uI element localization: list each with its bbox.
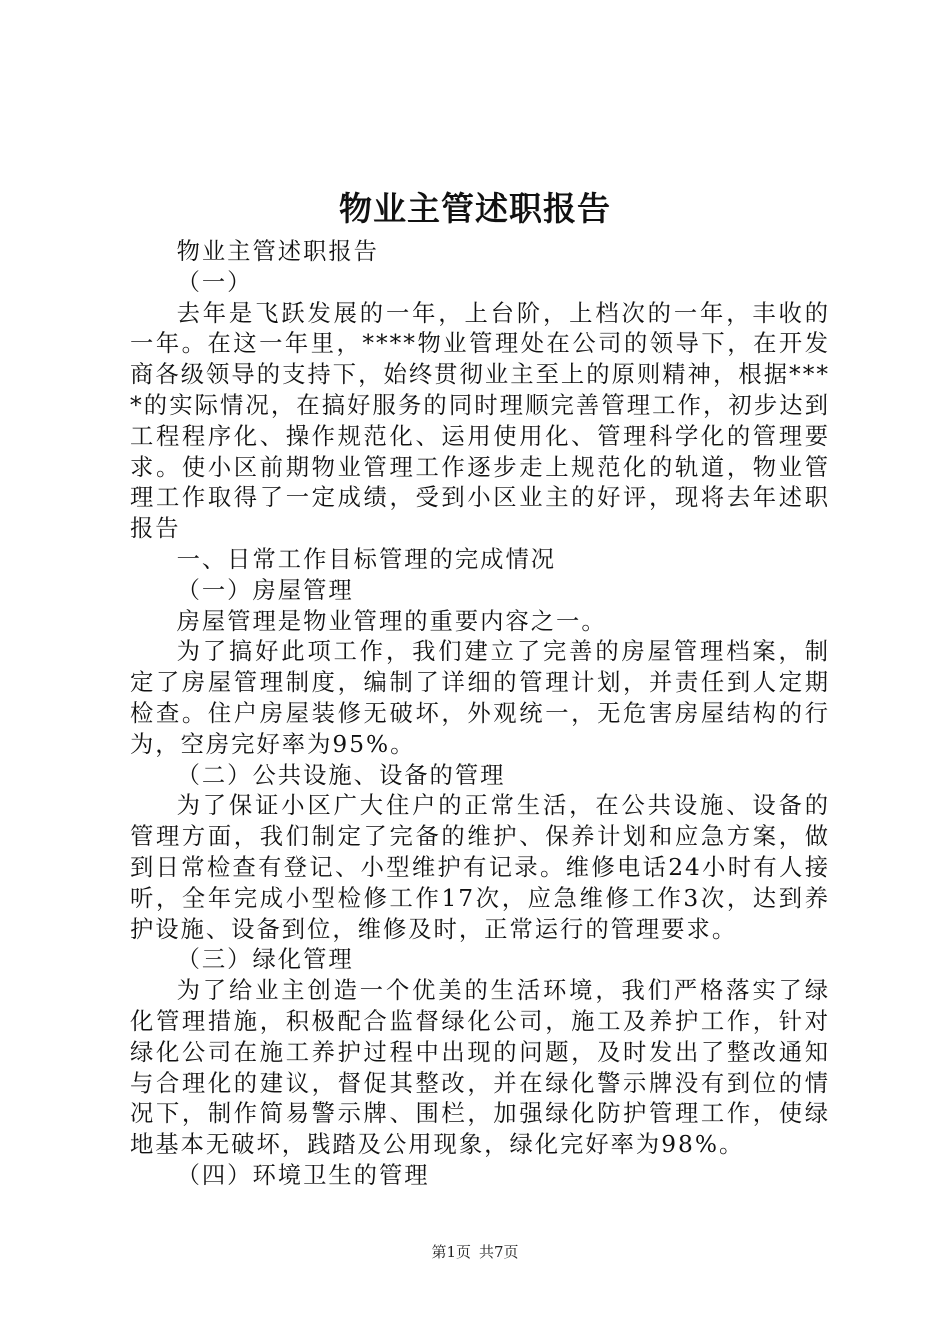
heading-greening-management: （三）绿化管理: [176, 946, 354, 974]
document-title: 物业主管述职报告: [339, 189, 611, 228]
paragraph-public-facilities: 为了保证小区广大住户的正常生活，在公共设施、设备的管理方面，我们制定了完备的维护、保养计划和应急方案，做到日常检查有登记、小型维护有记录。维修电话24小时有人接听，全年完成小型检修工作17次，应急维修工作3次，达到养护设施、设备到位，维修及时，正常运行的管理要求。: [130, 792, 830, 943]
heading-sanitation-management: （四）环境卫生的管理: [176, 1161, 430, 1189]
page-total: 共7页: [479, 1243, 519, 1261]
heading-public-facilities: （二）公共设施、设备的管理: [176, 761, 506, 789]
page-footer: [0, 1240, 950, 1264]
paragraph-greening: 为了给业主创造一个优美的生活环境，我们严格落实了绿化管理措施，积极配合监督绿化公司，施工及养护工作，针对绿化公司在施工养护过程中出现的问题，及时发出了整改通知与合理化的建议，督促其整改，并在绿化警示牌没有到位的情况下，制作简易警示牌、围栏，加强绿化防护管理工作，使绿地基本无破坏，践踏及公用现象，绿化完好率为98%。: [130, 977, 830, 1159]
paragraph-housing-overview: 房屋管理是物业管理的重要内容之一。: [176, 607, 607, 635]
paragraph-housing-details: 为了搞好此项工作，我们建立了完善的房屋管理档案，制定了房屋管理制度，编制了详细的管理计划，并责任到人定期检查。住户房屋装修无破坏，外观统一，无危害房屋结构的行为，空房完好率为95%。: [130, 638, 830, 758]
heading-daily-work-goals: 一、日常工作目标管理的完成情况: [176, 545, 557, 573]
paragraph-section-marker: （一）: [176, 268, 253, 296]
page-number: 第1页: [431, 1243, 471, 1261]
paragraph-subtitle: 物业主管述职报告: [176, 238, 379, 265]
document-body: [130, 237, 830, 1192]
heading-housing-management: （一）房屋管理: [176, 576, 354, 604]
paragraph-intro: 去年是飞跃发展的一年，上台阶，上档次的一年，丰收的一年。在这一年里，****物业管理处在公司的领导下，在开发商各级领导的支持下，始终贯彻业主至上的原则精神，根据****的实际情况，在搞好服务的同时理顺完善管理工作，初步达到工程程序化、操作规范化、运用使用化、管理科学化的管理要求。使小区前期物业管理工作逐步走上规范化的轨道，物业管理工作取得了一定成绩，受到小区业主的好评，现将去年述职报告: [130, 299, 830, 543]
